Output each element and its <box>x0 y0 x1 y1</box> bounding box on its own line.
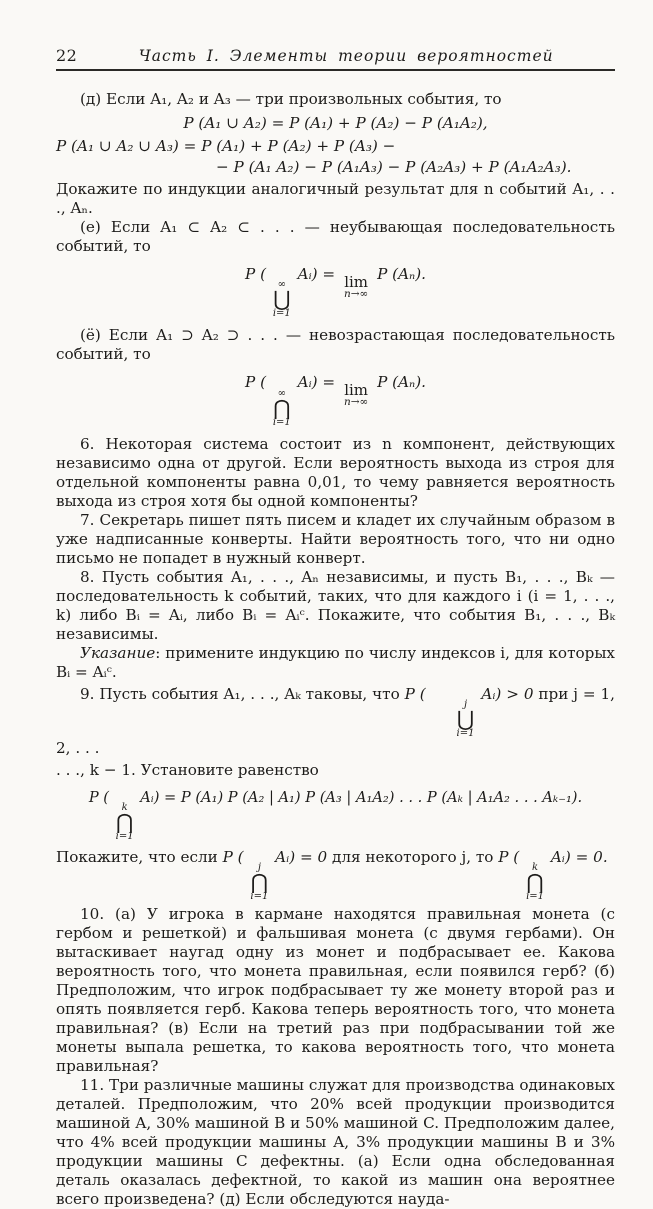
formula-union-three-events-line2: − P (A₁ A₂) − P (A₁A₃) − P (A₂A₃) + P (A₁A₂A₃). <box>216 158 572 176</box>
intersection-symbol: ⋂ <box>250 870 268 895</box>
show-zero-lead: Покажите, что если <box>56 848 223 867</box>
operator-upper-limit: k <box>532 862 539 874</box>
page-body <box>56 90 615 1209</box>
formula-limit-union <box>56 265 615 319</box>
limit-operator <box>340 380 372 408</box>
problem-8-hint <box>56 644 615 682</box>
operator-upper-limit: ∞ <box>277 387 286 399</box>
nary-union-operator <box>271 280 293 319</box>
nary-union-operator <box>431 700 477 739</box>
formula-part: P ( <box>404 684 431 703</box>
intersection-symbol: ⋂ <box>273 395 291 420</box>
union-symbol: ⋃ <box>456 707 475 732</box>
problem-11-text: 11. Три различные машины служат для производства одинаковых деталей. Предположим, что 20% всей продукции производится машиной A, 30% машиной B и 50% машиной C. Предположим далее, что 4% всей продукции машины A, 3% продукции машины B и 3% продукции машины C дефектны. (а) Если одна обследованная деталь оказалась дефектной, то какой из машин она вероятнее всего произведена? (д) Если обследуются науда- <box>56 1076 615 1209</box>
formula-part: P ( <box>88 789 114 807</box>
formula-part: Aᵢ) = <box>292 265 340 283</box>
nary-intersection-operator <box>114 803 136 842</box>
problem-9-line1 <box>56 685 615 758</box>
formula-part: P ( <box>222 848 249 867</box>
problem-9-tail: при j = 1, 2, . . . <box>56 684 615 758</box>
operator-lower-limit: i=1 <box>115 831 134 843</box>
nary-intersection-operator <box>248 863 270 902</box>
problem-8-text: 8. Пусть события A₁, . . ., Aₙ независимы, и пусть B₁, . . ., Bₖ — последовательность k событий, таких, что для каждого i (i = 1, . . ., k) либо Bᵢ = Aᵢ, либо Bᵢ = Aᵢᶜ. Покажите, что события B₁, . . ., Bₖ независимы. <box>56 567 615 643</box>
formula-union-two-events: P (A₁ ∪ A₂) = P (A₁) + P (A₂) − P (A₁A₂), <box>183 114 488 132</box>
operator-lower-limit: i=1 <box>456 728 475 740</box>
problem-7-text: 7. Секретарь пишет пять писем и кладет их случайным образом в уже надписанные конверты. Найти вероятность того, что ни одно письмо не попадет в нужный конверт. <box>56 510 615 567</box>
formula-limit-intersection <box>56 373 615 427</box>
nary-intersection-operator <box>524 863 546 902</box>
lim-subscript: n→∞ <box>343 287 369 300</box>
formula-union-three-events-line1: P (A₁ ∪ A₂ ∪ A₃) = P (A₁) + P (A₂) + P (A₃) − <box>56 137 396 155</box>
paragraph-jo-intro: (ё) Если A₁ ⊃ A₂ ⊃ . . . — невозрастающая последовательность событий, то <box>56 326 615 364</box>
show-zero-mid: для некоторого j, то <box>327 848 499 867</box>
problem-10-text: 10. (а) У игрока в кармане находятся правильная монета (с гербом и решеткой) и фальшивая монета (с двумя гербами). Он вытаскивает наугад одну из монет и подбрасывает ее. Какова вероятность того, что монета правильная, если появился герб? (б) Предположим, что игрок подбрасывает ту же монету второй раз и опять появляется герб. Какова теперь вероятность того, что монета правильная? (в) Если на третий раз при подбрасывании той же монеты выпала решетка, то какова вероятность того, что монета правильная? <box>56 905 615 1076</box>
lim-subscript: n→∞ <box>343 395 369 408</box>
limit-operator <box>340 272 372 300</box>
operator-lower-limit: i=1 <box>250 891 269 903</box>
operator-upper-limit: ∞ <box>277 279 286 291</box>
formula-part: P ( <box>498 848 525 867</box>
operator-upper-limit: k <box>121 802 128 814</box>
hint-label: Указание <box>80 643 156 662</box>
formula-part: P (Aₙ). <box>372 373 426 392</box>
paragraph-show-zero <box>56 848 615 902</box>
lim-label: lim <box>344 380 369 399</box>
formula-part: Aᵢ) = <box>292 373 340 392</box>
operator-upper-limit: j <box>463 699 468 711</box>
formula-multiplication-rule <box>56 788 615 842</box>
formula-part: Aᵢ) > 0 <box>476 684 534 703</box>
problem-9-lead: 9. Пусть события A₁, . . ., Aₖ таковы, что <box>80 684 405 703</box>
formula-part: Aᵢ) = 0 <box>270 848 328 867</box>
formula-part: Aᵢ) = 0. <box>546 848 608 867</box>
intersection-symbol: ⋂ <box>116 810 134 835</box>
operator-upper-limit: j <box>257 862 261 874</box>
nary-intersection-operator <box>271 389 293 428</box>
formula-part: P (Aₙ). <box>372 265 426 283</box>
paragraph-e-intro: (е) Если A₁ ⊂ A₂ ⊂ . . . — неубывающая последовательность событий, то <box>56 218 615 255</box>
paragraph-d-intro: (д) Если A₁, A₂ и A₃ — три произвольных события, то <box>80 90 502 108</box>
operator-lower-limit: i=1 <box>526 891 545 903</box>
union-symbol: ⋃ <box>273 287 291 312</box>
paragraph-induction: Докажите по индукции аналогичный результат для n событий A₁, . . ., Aₙ. <box>56 180 615 217</box>
page-number: 22 <box>56 46 78 65</box>
operator-lower-limit: i=1 <box>272 308 291 320</box>
intersection-symbol: ⋂ <box>526 870 544 895</box>
hint-text: : примените индукцию по числу индексов i, для которых Bᵢ = Aᵢᶜ. <box>56 643 615 681</box>
header-title: Часть I. Элементы теории вероятностей <box>138 47 554 65</box>
formula-part: P ( <box>245 373 271 392</box>
page-header <box>56 46 615 71</box>
operator-lower-limit: i=1 <box>272 416 291 428</box>
formula-part: P ( <box>245 265 271 283</box>
problem-6-text: 6. Некоторая система состоит из n компонент, действующих независимо одна от другой. Если вероятность выхода из строя для отдельной компоненты равна 0,01, то чему равняется вероятность выхода из строя хотя бы одной компоненты? <box>56 434 615 510</box>
formula-part: Aᵢ) = P (A₁) P (A₂ | A₁) P (A₃ | A₁A₂) . . . P (Aₖ | A₁A₂ . . . Aₖ₋₁). <box>135 789 583 807</box>
lim-label: lim <box>344 272 369 291</box>
problem-9-line2: . . ., k − 1. Установите равенство <box>56 761 319 780</box>
